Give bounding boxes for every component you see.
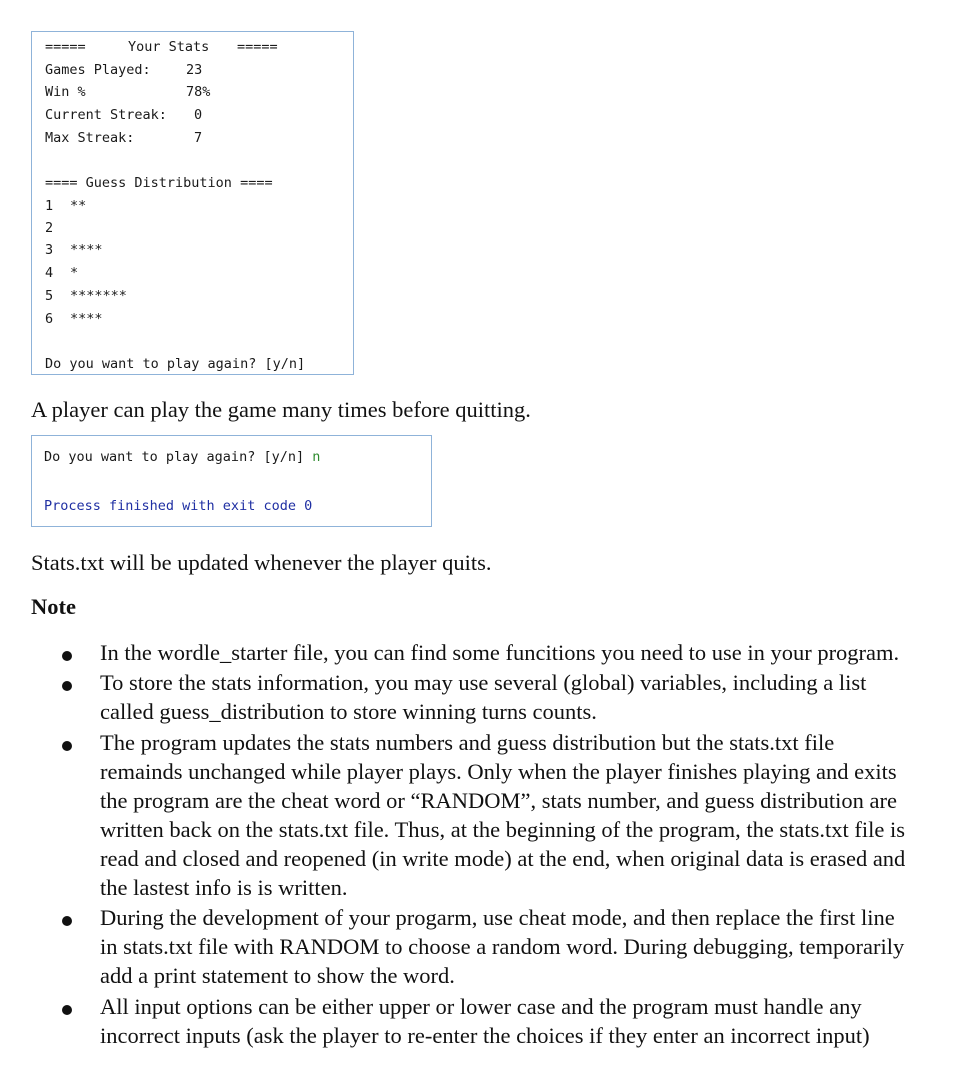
exit-console [31, 435, 432, 527]
stats-header-left: ===== [45, 39, 86, 55]
note-text [100, 992, 945, 1050]
paragraph-play-many-times: A player can play the game many times before quitting. [31, 397, 531, 422]
bullet-icon [62, 741, 72, 751]
dist-row-number: 6 [45, 311, 54, 327]
current-streak-label: Current Streak: [45, 107, 167, 123]
dist-row-number: 2 [45, 220, 54, 236]
dist-row-bar: * [70, 265, 79, 281]
note-line: In the wordle_starter file, you can find some funcitions you need to use in your program. [100, 640, 900, 665]
dist-row-bar: **** [70, 311, 103, 327]
note-line: in stats.txt file with RANDOM to choose a random word. During debugging, temporarily [100, 934, 905, 959]
stats-console [31, 31, 354, 375]
win-percent-label: Win % [45, 84, 86, 100]
bullet-icon [62, 681, 72, 691]
process-finished-line: Process finished with exit code 0 [44, 498, 313, 514]
dist-row-bar: **** [70, 242, 103, 258]
note-line: written back on the stats.txt file. Thus, at the beginning of the program, the stats.txt file is [100, 817, 906, 842]
dist-row-number: 5 [45, 288, 54, 304]
exit-play-again-prompt [44, 449, 320, 465]
dist-row-bar: ** [70, 198, 87, 214]
dist-row-number: 3 [45, 242, 54, 258]
games-played-value: 23 [186, 62, 203, 78]
note-line: read and closed and reopened (in write mode) at the end, when original data is erased and [100, 846, 906, 871]
user-answer: n [312, 449, 321, 465]
note-line: the program are the cheat word or “RANDOM”, stats number, and guess distribution are [100, 788, 898, 813]
note-line: called guess_distribution to store winning turns counts. [100, 699, 597, 724]
max-streak-label: Max Streak: [45, 130, 135, 146]
note-line: To store the stats information, you may use several (global) variables, including a list [100, 670, 867, 695]
exit-prompt-text: Do you want to play again? [y/n] [44, 449, 305, 465]
current-streak-value: 0 [194, 107, 203, 123]
bullet-icon [62, 916, 72, 926]
note-heading: Note [31, 594, 76, 619]
note-line: The program updates the stats numbers and guess distribution but the stats.txt file [100, 730, 835, 755]
note-line: All input options can be either upper or lower case and the program must handle any [100, 994, 862, 1019]
games-played-label: Games Played: [45, 62, 151, 78]
distribution-header: ==== Guess Distribution ==== [45, 175, 273, 191]
note-line: add a print statement to show the word. [100, 963, 455, 988]
play-again-prompt: Do you want to play again? [y/n] [45, 356, 306, 372]
stats-header-title: Your Stats [128, 39, 210, 55]
note-line: During the development of your progarm, use cheat mode, and then replace the first line [100, 905, 895, 930]
note-line: remainds unchanged while player plays. Only when the player finishes playing and exits [100, 759, 897, 784]
paragraph-stats-updated: Stats.txt will be updated whenever the player quits. [31, 550, 492, 575]
max-streak-value: 7 [194, 130, 203, 146]
note-line: the lastest info is is written. [100, 875, 348, 900]
bullet-icon [62, 651, 72, 661]
bullet-icon [62, 1005, 72, 1015]
win-percent-value: 78% [186, 84, 211, 100]
note-text [100, 728, 945, 902]
note-text [100, 638, 945, 667]
dist-row-number: 1 [45, 198, 54, 214]
dist-row-bar: ******* [70, 288, 127, 304]
note-line: incorrect inputs (ask the player to re-enter the choices if they enter an incorrect input) [100, 1023, 870, 1048]
note-text [100, 668, 945, 726]
stats-header-right: ===== [237, 39, 278, 55]
dist-row-number: 4 [45, 265, 54, 281]
note-text [100, 903, 945, 990]
